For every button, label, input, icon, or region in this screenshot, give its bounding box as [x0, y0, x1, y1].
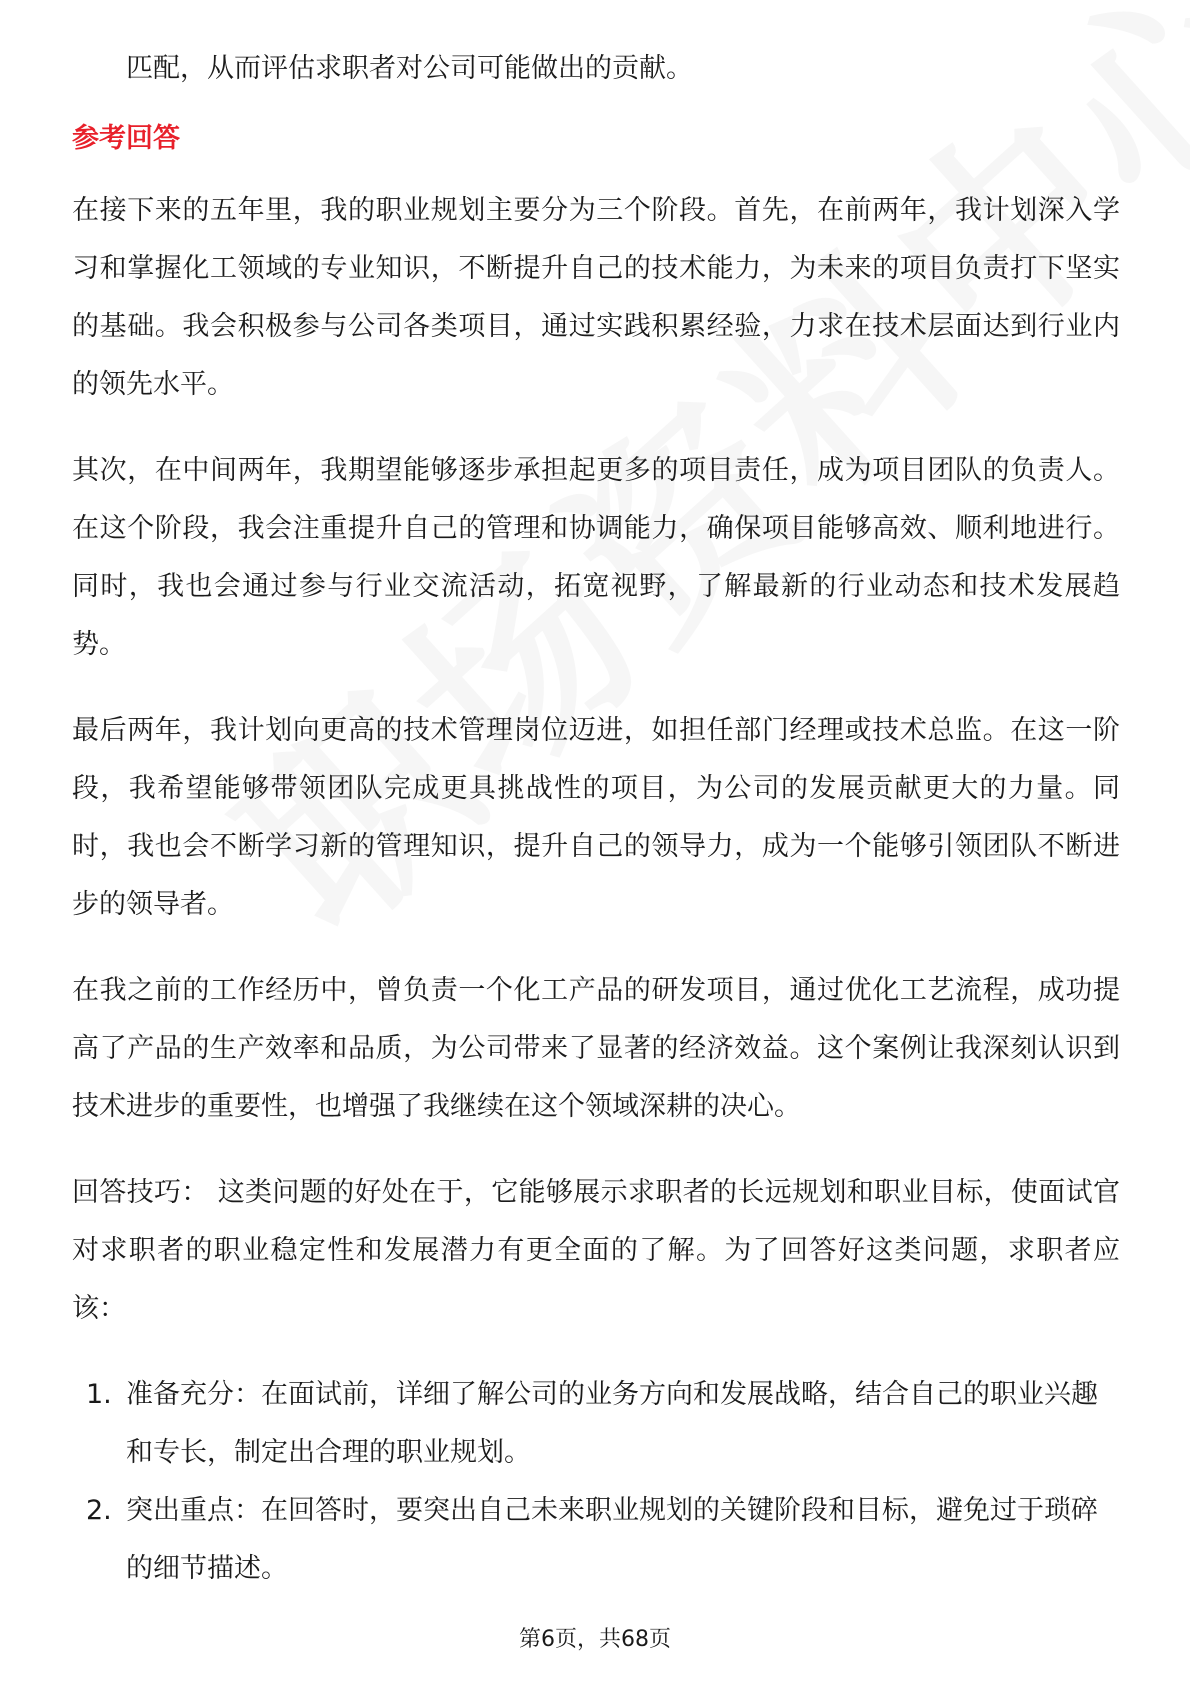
paragraph-3: 最后两年，我计划向更高的技术管理岗位迈进，如担任部门经理或技术总监。在这一阶段，我希望能够带领团队完成更具挑战性的项目，为公司的发展贡献更大的力量。同时，我也会不断学习新的管理知识，提升自己的领导力，成为一个能够引领团队不断进步的领导者。	[72, 715, 1120, 920]
tips-list	[72, 1366, 1120, 1598]
list-item	[72, 1482, 1120, 1598]
document-body	[72, 40, 1120, 1598]
paragraph-1: 在接下来的五年里，我的职业规划主要分为三个阶段。首先，在前两年，我计划深入学习和掌握化工领域的专业知识，不断提升自己的技术能力，为未来的项目负责打下坚实的基础。我会积极参与公司各类项目，通过实践积累经验，力求在技术层面达到行业内的领先水平。	[72, 195, 1120, 400]
list-item	[72, 1366, 1120, 1482]
list-item-text: 突出重点：在回答时，要突出自己未来职业规划的关键阶段和目标，避免过于琐碎的细节描述。	[126, 1495, 1098, 1584]
list-item-number: 2.	[86, 1495, 112, 1526]
page-number: 第6页，共68页	[519, 1627, 671, 1652]
section-heading: 参考回答	[72, 123, 180, 154]
answer-tips: 回答技巧： 这类问题的好处在于，它能够展示求职者的长远规划和职业目标，使面试官对求职者的职业稳定性和发展潜力有更全面的了解。为了回答好这类问题，求职者应该：	[72, 1177, 1120, 1324]
paragraph-2: 其次，在中间两年，我期望能够逐步承担起更多的项目责任，成为项目团队的负责人。在这个阶段，我会注重提升自己的管理和协调能力，确保项目能够高效、顺利地进行。同时，我也会通过参与行业交流活动，拓宽视野，了解最新的行业动态和技术发展趋势。	[72, 455, 1120, 660]
intro-line: 匹配，从而评估求职者对公司可能做出的贡献。	[126, 53, 693, 84]
list-item-number: 1.	[86, 1379, 112, 1410]
paragraph-4: 在我之前的工作经历中，曾负责一个化工产品的研发项目，通过优化工艺流程，成功提高了产品的生产效率和品质，为公司带来了显著的经济效益。这个案例让我深刻认识到技术进步的重要性，也增强了我继续在这个领域深耕的决心。	[72, 975, 1120, 1122]
list-item-text: 准备充分：在面试前，详细了解公司的业务方向和发展战略，结合自己的职业兴趣和专长，制定出合理的职业规划。	[126, 1379, 1098, 1468]
